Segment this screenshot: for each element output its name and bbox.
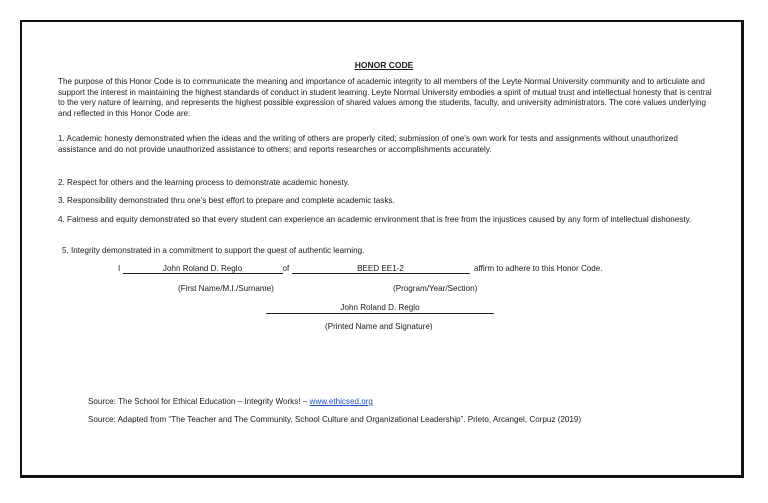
core-value-4: 4. Fairness and equity demonstrated so that every student can experience an academic environment that is free from the injustices caused by any form of intellectual dishonesty. (58, 215, 692, 224)
source-1-text: Source: The School for Ethical Education – Integrity Works! – (88, 397, 310, 406)
source-2: Source: Adapted from “The Teacher and The Community, School Culture and Organizational Leadership”. Prieto, Arcangel, Corpuz (2019) (88, 415, 582, 424)
affirmation-line (118, 264, 603, 274)
intro-paragraph: The purpose of this Honor Code is to communicate the meaning and importance of academic integrity to all members of the Leyte Normal University community and to articulate and support the interest in maintaining the highest standards of conduct in student learning. Leyte Normal University embodies a spirit of mutual trust and intellectual honesty that is central to the very nature of learning, and represents the highest possible expression of shared values among the students, faculty, and university administrators. The core values underlying and reflected in this Honor Code are: (58, 77, 712, 118)
core-value-2: 2. Respect for others and the learning process to demonstrate academic honesty. (58, 178, 350, 187)
affirmation-of: of (282, 264, 290, 273)
core-value-5: 5. Integrity demonstrated in a commitment to support the quest of authentic learning. (62, 246, 365, 255)
name-caption: (First Name/M.I./Surname) (178, 284, 274, 293)
affirmation-suffix: affirm to adhere to this Honor Code. (474, 264, 603, 273)
name-field: John Roland D. Reglo (123, 264, 283, 274)
program-caption: (Program/Year/Section) (393, 284, 478, 293)
affirmation-pronoun: I (118, 264, 121, 273)
ethicsed-link[interactable]: www.ethicsed.org (309, 397, 373, 406)
printed-name: John Roland D. Reglo (340, 303, 420, 312)
core-value-3: 3. Responsibility demonstrated thru one’s best effort to prepare and complete academic tasks. (58, 196, 395, 205)
signature-caption: (Printed Name and Signature) (325, 322, 433, 331)
signature-line (266, 313, 494, 314)
document-title: HONOR CODE (354, 60, 414, 70)
program-field: BEED EE1-2 (292, 264, 470, 274)
source-1 (88, 397, 373, 406)
core-value-1: 1. Academic honesty demonstrated when the ideas and the writing of others are properly cited; submission of one’s own work for tests and assignments without unauthorized assistance and do not provide unauthorized assistance to others; and reports researches or accomplishments accurately. (58, 134, 678, 154)
